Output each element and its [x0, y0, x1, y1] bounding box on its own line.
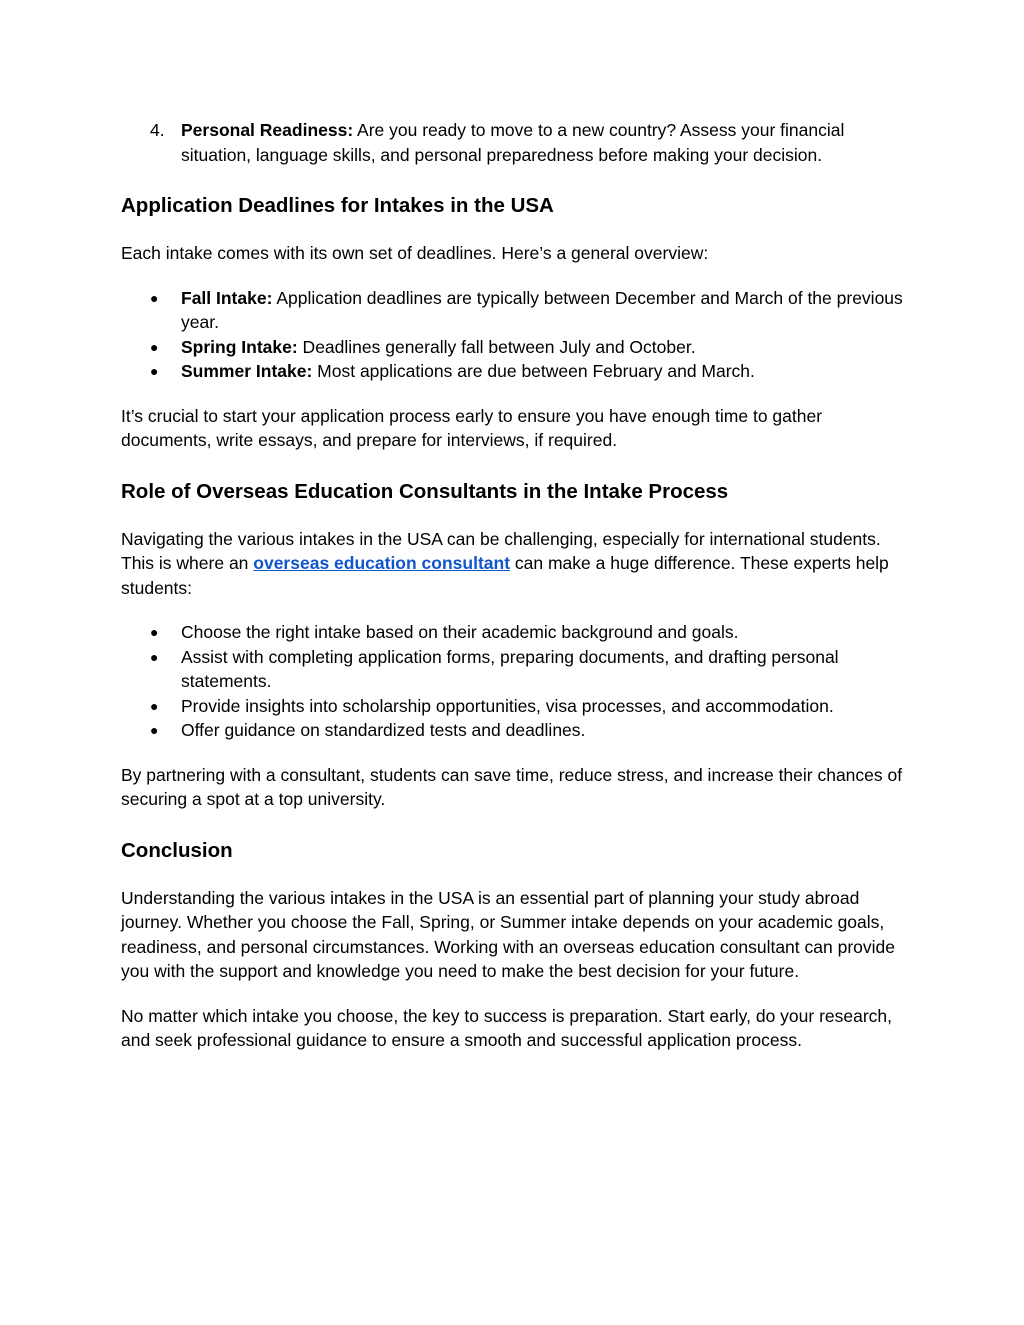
item-text: Provide insights into scholarship opportunities, visa processes, and accommodation. [181, 695, 834, 716]
list-item [121, 359, 911, 384]
bullet-icon: ● [150, 648, 159, 665]
list-number: 4. [150, 120, 165, 140]
document-page [121, 118, 911, 1053]
bullet-icon: ● [150, 624, 159, 640]
bullet-icon: ● [150, 289, 159, 306]
item-text: Assist with completing application forms, preparing documents, and drafting personal statements. [181, 646, 839, 691]
numbered-list-item [121, 118, 911, 167]
deadlines-closing: It’s crucial to start your application process early to ensure you have enough time to gather documents, write essays, and prepare for interviews, if required. [121, 405, 823, 450]
conclusion-paragraph-2: No matter which intake you choose, the key to success is preparation. Start early, do your research, and seek professional guidance to ensure a smooth and successful application process. [121, 1005, 893, 1050]
bullet-icon: ● [150, 338, 159, 355]
section-heading-consultants: Role of Overseas Education Consultants in the Intake Process [121, 479, 729, 503]
consultants-closing: By partnering with a consultant, students can save time, reduce stress, and increase their chances of securing a spot at a top university. [121, 764, 903, 809]
item-label: Fall Intake: [181, 287, 273, 308]
list-item [121, 694, 911, 719]
list-item [121, 718, 911, 743]
bullet-icon: ● [150, 722, 159, 738]
consultant-link[interactable]: overseas education consultant [253, 553, 511, 573]
item-text: Are you ready to move to a new country? Assess your financial situation, language skills, and personal preparedness before making your decision. [181, 120, 845, 165]
deadlines-list [121, 286, 911, 384]
item-text: Application deadlines are typically between December and March of the previous year. [181, 287, 903, 332]
item-text: Most applications are due between February and March. [312, 361, 755, 381]
conclusion-paragraph-1: Understanding the various intakes in the USA is an essential part of planning your study abroad journey. Whether you choose the Fall, Spring, or Summer intake depends on your academic goals, readiness, and personal circumstances. Working with an overseas education consultant can provide you with the support and knowledge you need to make the best decision for your future. [121, 887, 895, 981]
section-heading-deadlines: Application Deadlines for Intakes in the USA [121, 194, 554, 217]
intro-text-after: can make a huge difference. These experts help students: [121, 553, 889, 598]
bullet-icon: ● [150, 363, 159, 379]
section-heading-conclusion: Conclusion [121, 838, 233, 862]
bullet-icon: ● [150, 697, 159, 714]
intro-text-before: Navigating the various intakes in the USA can be challenging, especially for international students. This is where an [121, 528, 881, 573]
deadlines-intro: Each intake comes with its own set of deadlines. Here’s a general overview: [121, 243, 709, 263]
list-item [121, 620, 911, 645]
item-text: Choose the right intake based on their academic background and goals. [181, 622, 739, 642]
list-item [121, 335, 911, 360]
list-item [121, 645, 911, 694]
item-text: Deadlines generally fall between July and October. [297, 336, 696, 357]
item-label: Summer Intake: [181, 361, 313, 381]
item-label: Spring Intake: [181, 336, 298, 357]
item-text: Offer guidance on standardized tests and deadlines. [181, 720, 586, 740]
list-item [121, 286, 911, 335]
item-label: Personal Readiness: [181, 120, 354, 140]
consultants-intro [121, 527, 911, 601]
consultants-list [121, 620, 911, 743]
